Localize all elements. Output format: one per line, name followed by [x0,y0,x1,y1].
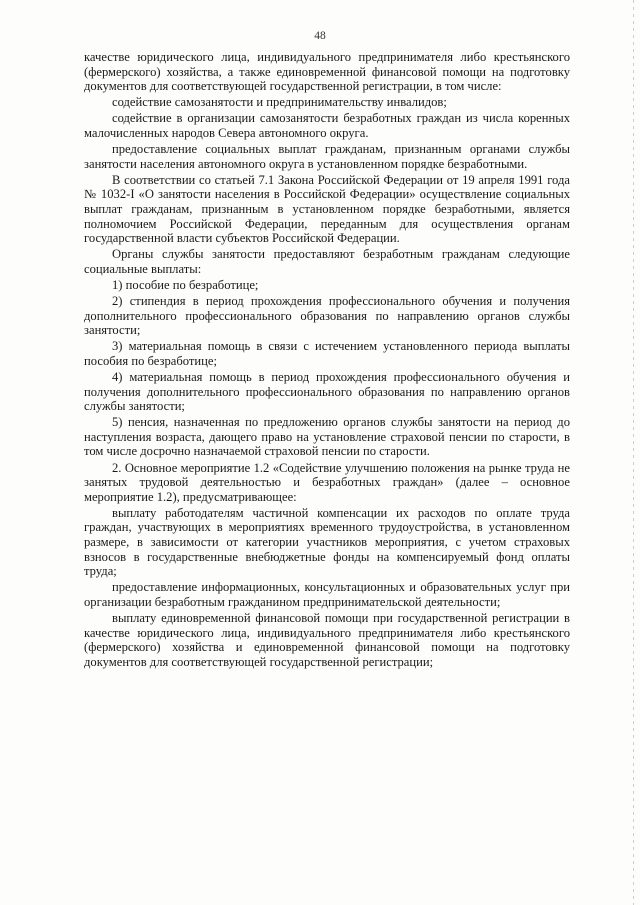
page-number: 48 [314,30,326,42]
list-item: содействие самозанятости и предпринимательству инвалидов; [112,95,447,110]
list-item: выплату единовременной финансовой помощи при государственной регистрации в качестве юридического лица, индивидуального предпринимателя либо крестьянского (фермерского) хозяйства и единовременной финансовой помощи на подготовку документов для соответствующей государственной регистрации; [84,610,570,669]
list-item: 4) материальная помощь в период прохождения профессионального обучения и получения дополнительного профессионального образования по направлению органов службы занятости; [84,369,570,414]
list-item: 3) материальная помощь в связи с истечением установленного периода выплаты пособия по безработице; [84,339,570,368]
list-item: выплату работодателям частичной компенсации их расходов по оплате труда граждан, участвующих в мероприятиях временного трудоустройства, в установленном размере, в зависимости от категории участников мероприятия, с учетом страховых взносов в государственные внебюджетные фонды на компенсируемый фонд оплаты труда; [84,505,570,579]
paragraph: 2. Основное мероприятие 1.2 «Содействие улучшению положения на рынке труда не занятых трудовой деятельностью и безработных граждан» (далее – основное мероприятие 1.2), предусматривающее: [84,460,570,504]
list-item: содействие в организации самозанятости безработных граждан из числа коренных малочисленных народов Севера автономного округа. [84,111,570,140]
list-item: 5) пенсия, назначенная по предложению органов службы занятости на период до наступления возраста, дающего право на установление страховой пенсии по старости, в том числе досрочно назначаемой страховой пенсии по старости. [84,415,570,459]
list-item: предоставление социальных выплат гражданам, признанным органами службы занятости населения автономного округа в установленном порядке безработными. [84,142,570,171]
document-body [84,50,570,671]
paragraph: качестве юридического лица, индивидуального предпринимателя либо крестьянского (фермерского) хозяйства, а также единовременной финансовой помощи на подготовку документов для соответствующей государственной регистрации, в том числе: [84,50,570,94]
paragraph: Органы службы занятости предоставляют безработным гражданам следующие социальные выплаты: [84,247,570,276]
paragraph: В соответствии со статьей 7.1 Закона Российской Федерации от 19 апреля 1991 года № 1032-I «О занятости населения в Российской Федерации» осуществление социальных выплат гражданам, признанным в установленном порядке безработными, является полномочием Российской Федерации, переданным для осуществления органам государственной власти субъектов Российской Федерации. [84,172,570,246]
list-item: 1) пособие по безработице; [112,277,259,292]
list-item: предоставление информационных, консультационных и образовательных услуг при организации безработным гражданином предпринимательской деятельности; [84,580,570,609]
list-item: 2) стипендия в период прохождения профессионального обучения и получения дополнительного профессионального образования по направлению органов службы занятости; [84,294,570,338]
scan-edge-artifact [633,0,634,905]
